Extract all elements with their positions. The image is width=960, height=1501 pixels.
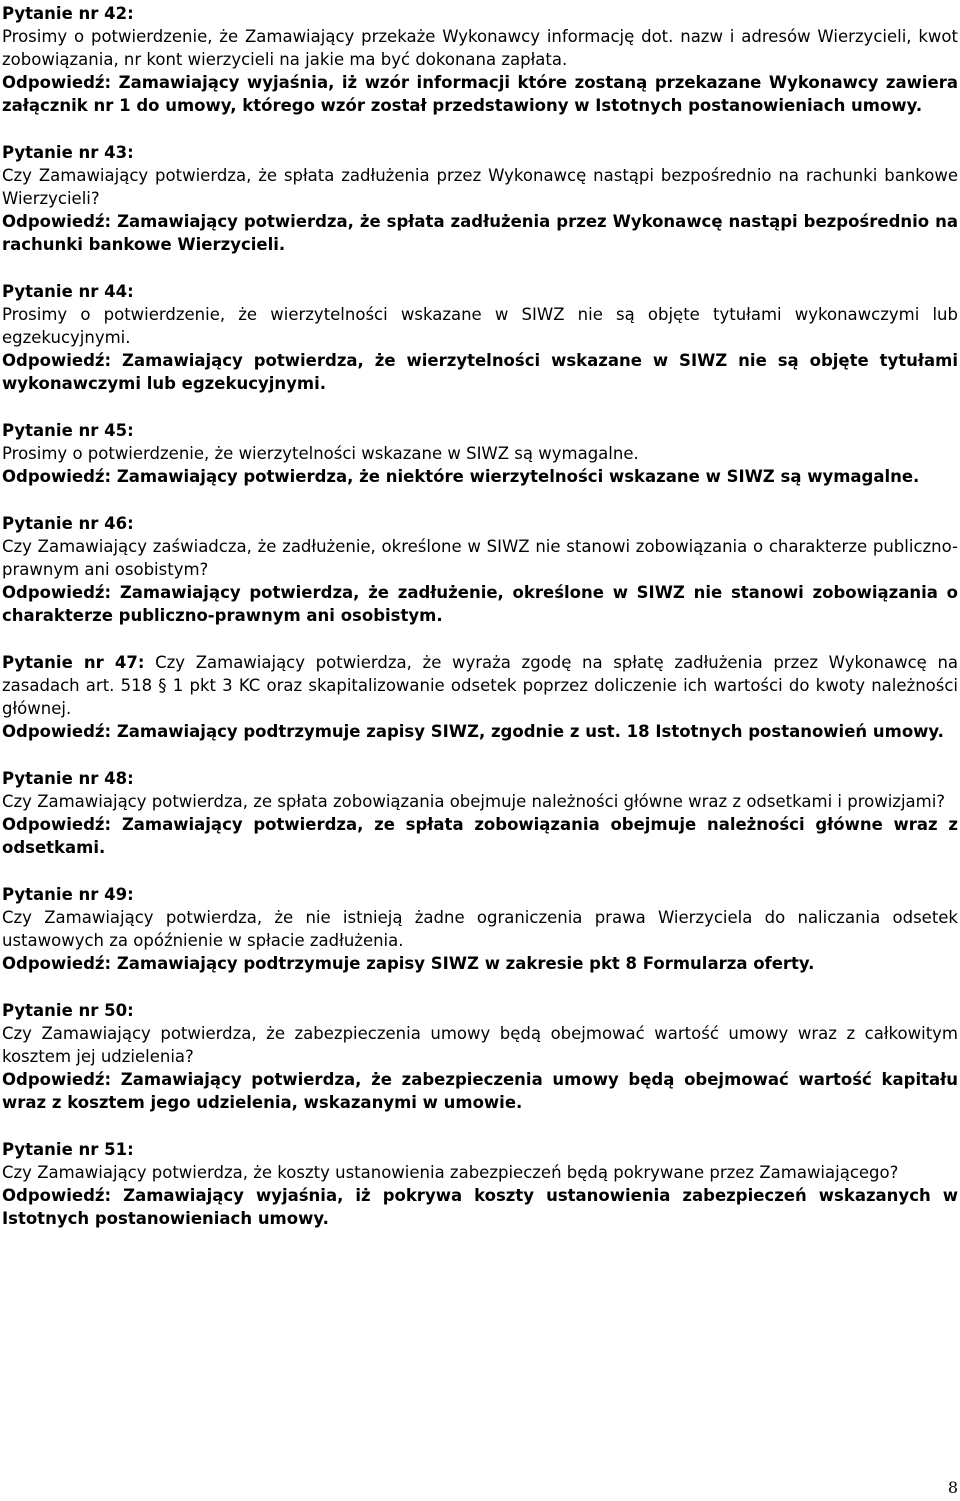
qa-block-51 — [2, 1138, 958, 1230]
qa-block-49 — [2, 883, 958, 975]
qa-block-42 — [2, 2, 958, 117]
question-text: Czy Zamawiający potwierdza, że zabezpieczenia umowy będą obejmować wartość umowy wraz z całkowitym kosztem jej udzielenia? — [2, 1024, 958, 1066]
question-text: Czy Zamawiający potwierdza, że nie istnieją żadne ograniczenia prawa Wierzyciela do naliczania odsetek ustawowych za opóźnienie w spłacie zadłużenia. — [2, 908, 958, 950]
question-title: Pytanie nr 50: — [2, 1001, 134, 1020]
question-text: Prosimy o potwierdzenie, że wierzytelności wskazane w SIWZ są wymagalne. — [2, 444, 639, 463]
question-title: Pytanie nr 51: — [2, 1140, 134, 1159]
answer-text: Odpowiedź: Zamawiający potwierdza, że zabezpieczenia umowy będą obejmować wartość kapitału wraz z kosztem jego udzielenia, wskazanymi w umowie. — [2, 1070, 958, 1112]
question-text: Czy Zamawiający potwierdza, ze spłata zobowiązania obejmuje należności główne wraz z odsetkami i prowizjami? — [2, 792, 946, 811]
document-body — [2, 2, 958, 1254]
question-text: Prosimy o potwierdzenie, że Zamawiający przekaże Wykonawcy informację dot. nazw i adresów Wierzycieli, kwot zobowiązania, nr kont wierzycieli na jakie ma być dokonana zapłata. — [2, 27, 958, 69]
question-title: Pytanie nr 43: — [2, 143, 134, 162]
qa-block-44 — [2, 280, 958, 395]
question-title: Pytanie nr 46: — [2, 514, 134, 533]
question-text: Prosimy o potwierdzenie, że wierzytelności wskazane w SIWZ nie są objęte tytułami wykonawczymi lub egzekucyjnymi. — [2, 305, 958, 347]
question-text: Czy Zamawiający potwierdza, że koszty ustanowienia zabezpieczeń będą pokrywane przez Zamawiającego? — [2, 1163, 899, 1182]
page-number: 8 — [947, 1478, 958, 1497]
qa-block-48 — [2, 767, 958, 859]
question-text: Czy Zamawiający potwierdza, że wyraża zgodę na spłatę zadłużenia przez Wykonawcę na zasadach art. 518 § 1 pkt 3 KC oraz skapitalizowanie odsetek poprzez doliczenie ich wartości do kwoty należności głównej. — [2, 653, 959, 718]
answer-text: Odpowiedź: Zamawiający potwierdza, że zadłużenie, określone w SIWZ nie stanowi zobowiązania o charakterze publiczno-prawnym ani osobistym. — [2, 583, 958, 625]
question-title: Pytanie nr 49: — [2, 885, 134, 904]
question-title: Pytanie nr 42: — [2, 4, 134, 23]
question-title: Pytanie nr 44: — [2, 282, 134, 301]
qa-block-47 — [2, 651, 958, 743]
answer-text: Odpowiedź: Zamawiający wyjaśnia, iż pokrywa koszty ustanowienia zabezpieczeń wskazanych w Istotnych postanowieniach umowy. — [2, 1186, 958, 1228]
question-text: Czy Zamawiający potwierdza, że spłata zadłużenia przez Wykonawcę nastąpi bezpośrednio na rachunki bankowe Wierzycieli? — [2, 166, 958, 208]
question-title: Pytanie nr 45: — [2, 421, 134, 440]
answer-text: Odpowiedź: Zamawiający potwierdza, że niektóre wierzytelności wskazane w SIWZ są wymagalne. — [2, 467, 920, 486]
answer-text: Odpowiedź: Zamawiający podtrzymuje zapisy SIWZ, zgodnie z ust. 18 Istotnych postanowień umowy. — [2, 722, 944, 741]
answer-text: Odpowiedź: Zamawiający potwierdza, że wierzytelności wskazane w SIWZ nie są objęte tytułami wykonawczymi lub egzekucyjnymi. — [2, 351, 958, 393]
answer-text: Odpowiedź: Zamawiający potwierdza, ze spłata zobowiązania obejmuje należności główne wraz z odsetkami. — [2, 815, 958, 857]
question-text-inline — [2, 651, 958, 720]
qa-block-45 — [2, 419, 958, 488]
question-title: Pytanie nr 48: — [2, 769, 134, 788]
answer-text: Odpowiedź: Zamawiający potwierdza, że spłata zadłużenia przez Wykonawcę nastąpi bezpośrednio na rachunki bankowe Wierzycieli. — [2, 212, 958, 254]
qa-block-43 — [2, 141, 958, 256]
qa-block-50 — [2, 999, 958, 1114]
answer-text: Odpowiedź: Zamawiający podtrzymuje zapisy SIWZ w zakresie pkt 8 Formularza oferty. — [2, 954, 815, 973]
question-text: Czy Zamawiający zaświadcza, że zadłużenie, określone w SIWZ nie stanowi zobowiązania o charakterze publiczno-prawnym ani osobistym? — [2, 537, 958, 579]
answer-text: Odpowiedź: Zamawiający wyjaśnia, iż wzór informacji które zostaną przekazane Wykonawcy zawiera załącznik nr 1 do umowy, którego wzór został przedstawiony w Istotnych postanowieniach umowy. — [2, 73, 958, 115]
question-title: Pytanie nr 47: — [2, 653, 145, 672]
qa-block-46 — [2, 512, 958, 627]
